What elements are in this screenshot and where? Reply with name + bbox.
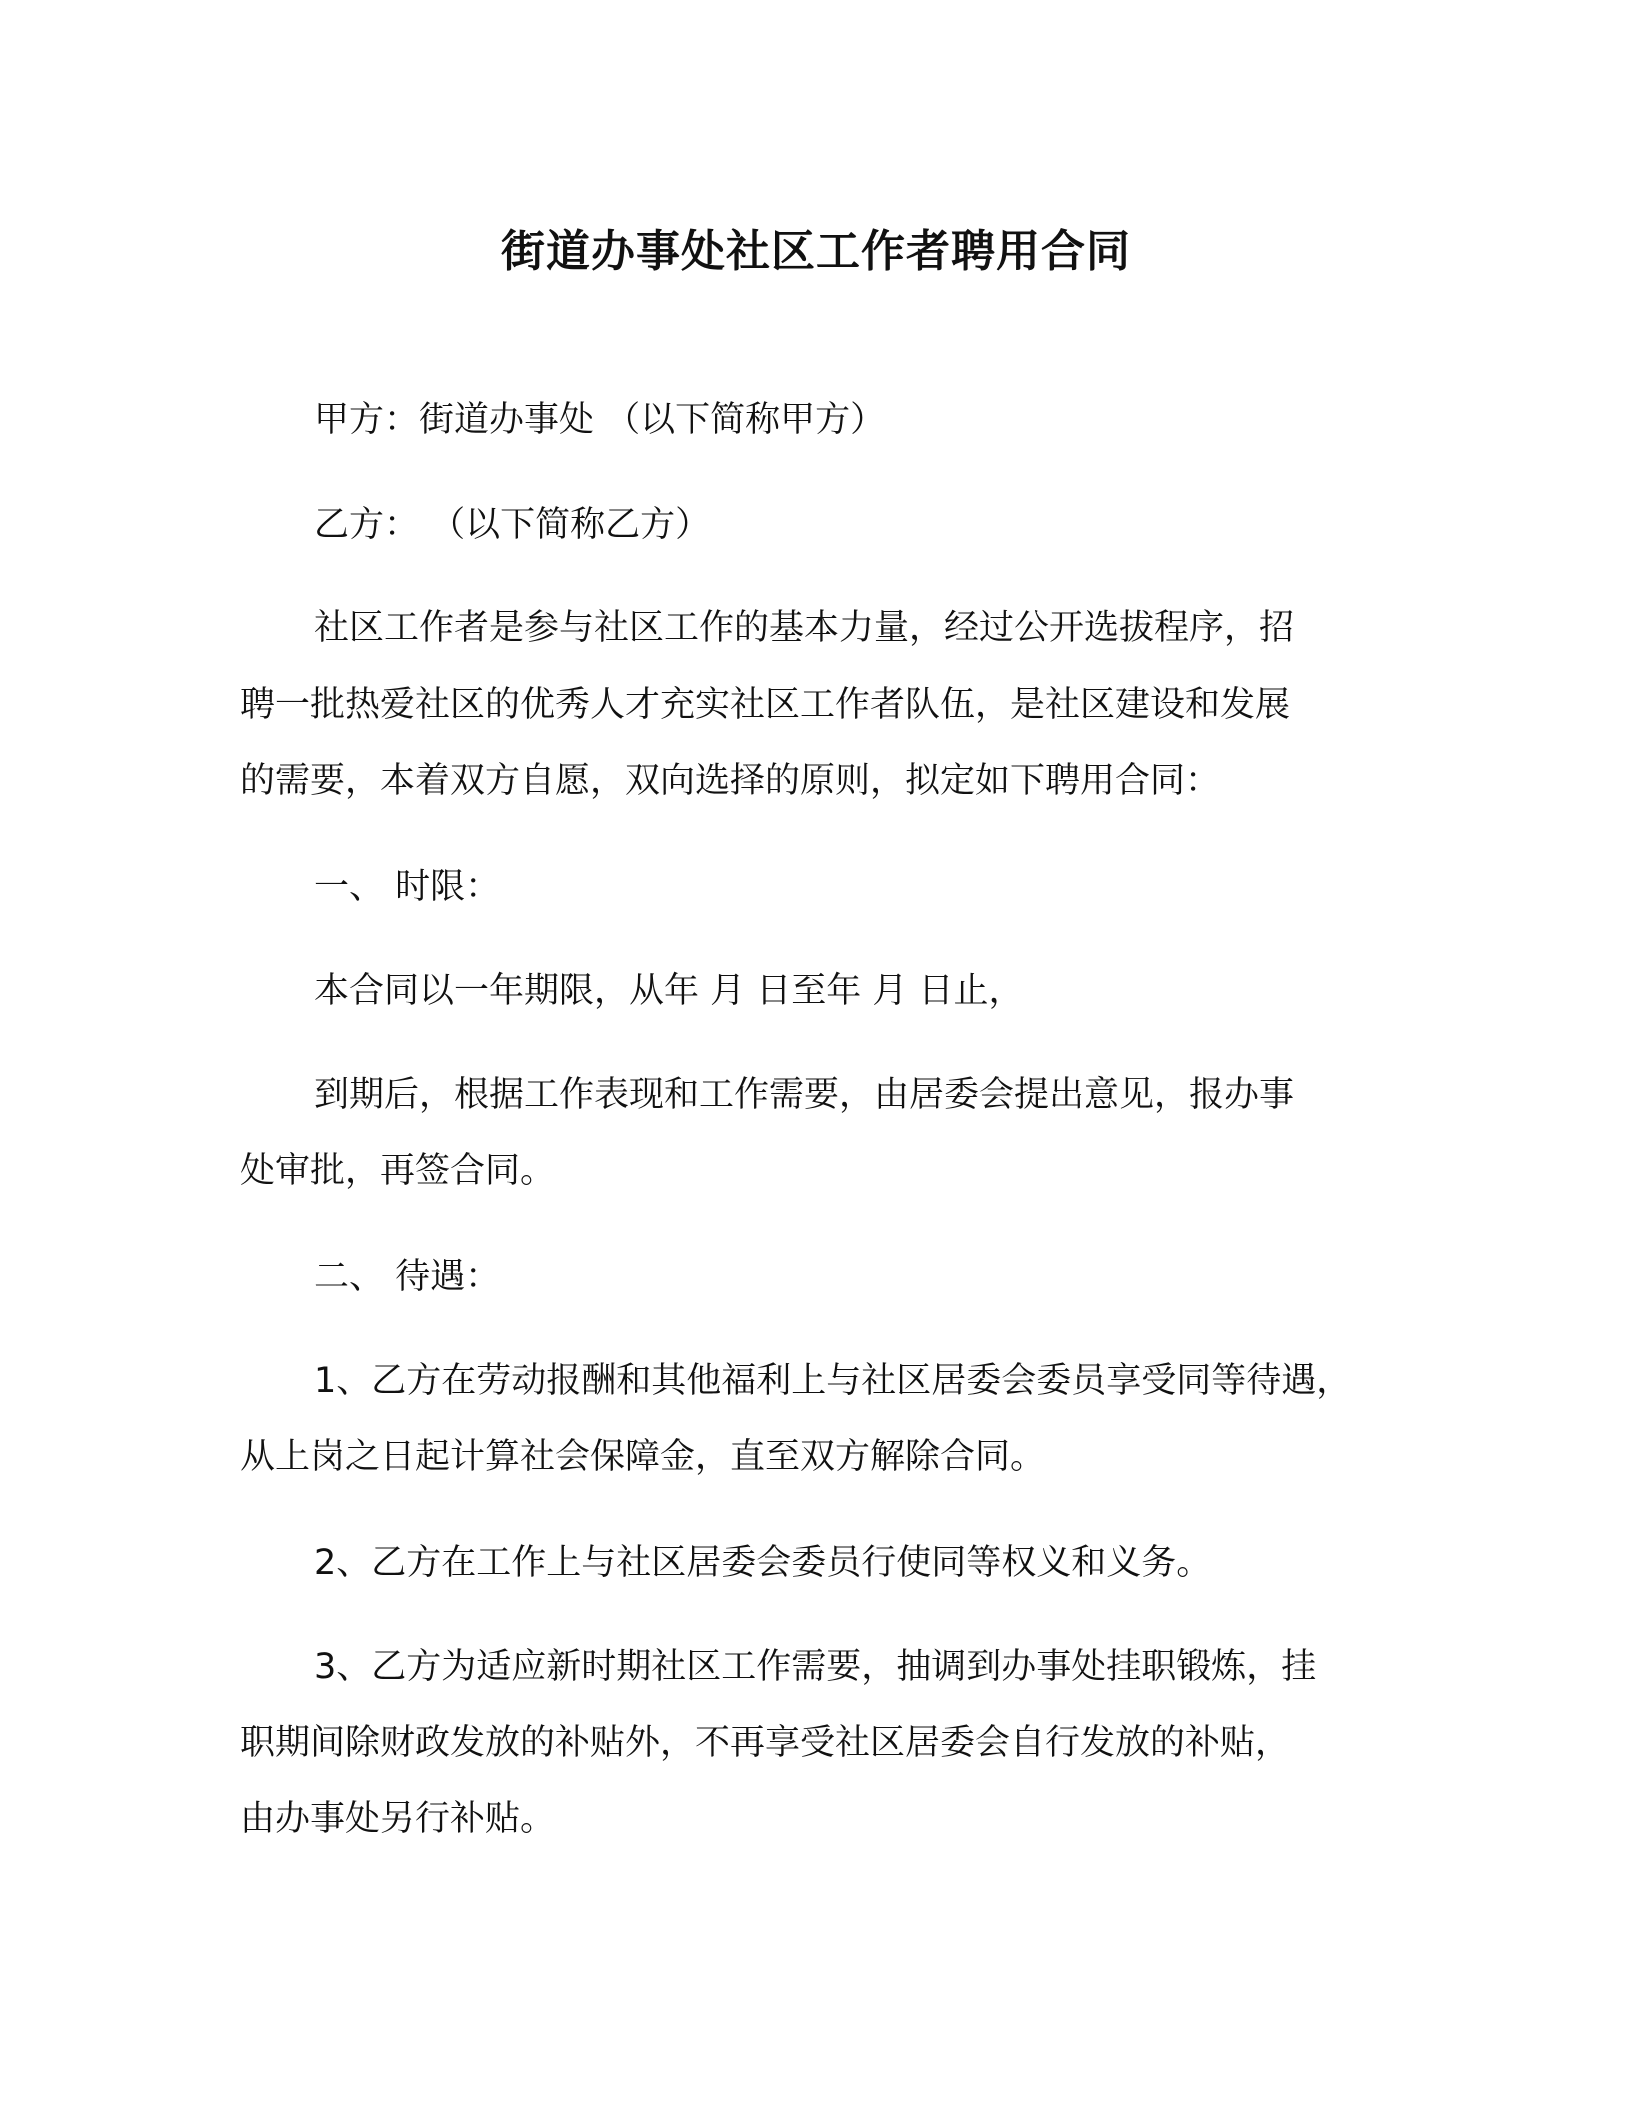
section-1-heading: 一、 时限：	[314, 867, 501, 907]
party-a-line: 甲方：街道办事处 （以下简称甲方）	[314, 400, 886, 440]
document-title: 街道办事处社区工作者聘用合同	[501, 226, 1131, 277]
intro-paragraph-line-3: 的需要，本着双方自愿，双向选择的原则，拟定如下聘用合同：	[240, 761, 1221, 801]
section-2-heading: 二、 待遇：	[314, 1257, 501, 1297]
clause-3-line-3: 由办事处另行补贴。	[240, 1799, 556, 1839]
clause-1-line-2: 从上岗之日起计算社会保障金，直至双方解除合同。	[240, 1437, 1046, 1477]
renewal-paragraph-line-1: 到期后，根据工作表现和工作需要，由居委会提出意见，报办事	[314, 1075, 1295, 1115]
renewal-paragraph-line-2: 处审批，再签合同。	[240, 1151, 556, 1191]
intro-paragraph-line-1: 社区工作者是参与社区工作的基本力量，经过公开选拔程序，招	[314, 608, 1295, 648]
clause-3-line-1: 3、乙方为适应新时期社区工作需要，抽调到办事处挂职锻炼，挂	[314, 1647, 1317, 1687]
term-line: 本合同以一年期限，从年 月 日至年 月 日止，	[314, 971, 1024, 1011]
clause-2-line: 2、乙方在工作上与社区居委会委员行使同等权义和义务。	[314, 1543, 1212, 1583]
clause-3-line-2: 职期间除财政发放的补贴外，不再享受社区居委会自行发放的补贴，	[240, 1723, 1291, 1763]
party-b-line: 乙方： （以下简称乙方）	[314, 505, 711, 545]
clause-1-line-1: 1、乙方在劳动报酬和其他福利上与社区居委会委员享受同等待遇，	[314, 1361, 1352, 1401]
intro-paragraph-line-2: 聘一批热爱社区的优秀人才充实社区工作者队伍，是社区建设和发展	[240, 685, 1291, 725]
